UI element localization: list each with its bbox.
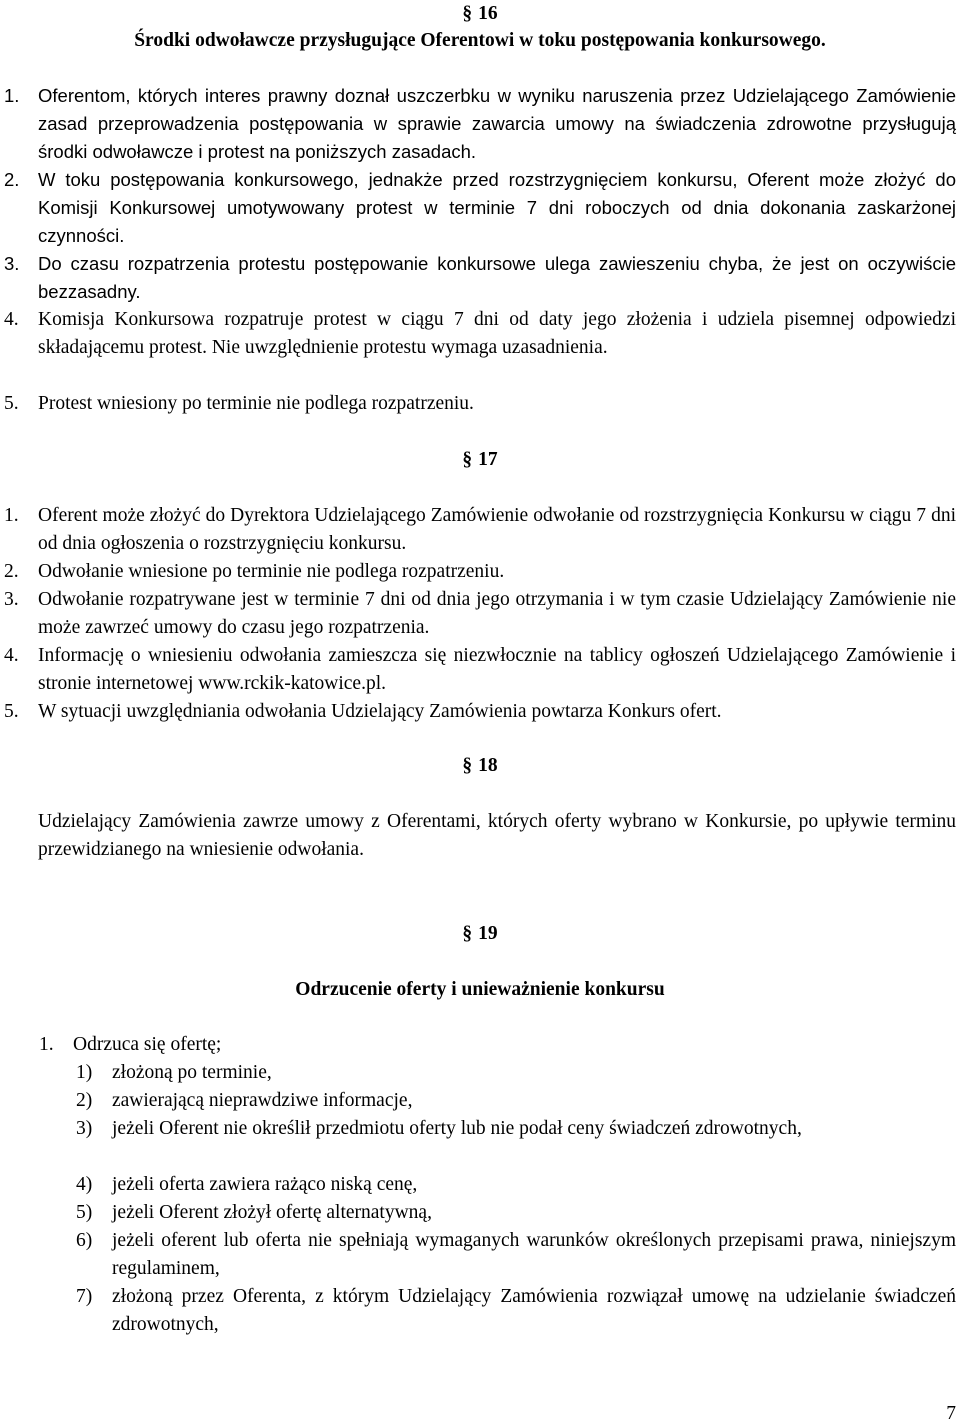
subitem-text: jeżeli Oferent złożył ofertę alternatywną, [112,1202,432,1223]
item-number: 1. [39,1034,54,1055]
subitem-text: złożoną po terminie, [112,1062,272,1083]
item-number: 3. [4,589,19,610]
section-heading-19 [0,920,960,948]
item-text: Oferent może złożyć do Dyrektora Udzielającego Zamówienie odwołanie od rozstrzygnięcia Konkursu w ciągu 7 dni od dnia ogłoszenia o rozstrzygnięciu konkursu. [38,505,956,554]
subitem-number: 7) [76,1286,93,1307]
item-number: 5. [4,701,19,722]
list-item [4,502,956,558]
item-number: 3. [4,253,20,274]
sub-list-item [76,1171,956,1199]
paragraph: Udzielający Zamówienia zawrze umowy z Oferentami, których oferty wybrano w Konkursie, po upływie terminu przewidzianego na wniesienie odwołania. [38,811,956,860]
item-number: 4. [4,309,19,330]
item-text: Oferentom, których interes prawny doznał uszczerbku w wyniku naruszenia przez Udzielającego Zamówienie zasad przeprowadzenia postępowania w sprawie zawarcia umowy na świadczenia zdrowotne przysługują środki odwoławcze i protest na poniższych zasadach. [38,85,956,162]
list-item [4,586,956,642]
sub-list-item [76,1227,956,1283]
item-text: Komisja Konkursowa rozpatruje protest w ciągu 7 dni od daty jego złożenia i udziela pisemnej odpowiedzi składającemu protest. Nie uwzględnienie protestu wymaga uzasadnienia. [38,309,956,358]
section-number: 18 [478,755,498,776]
item-number: 5. [4,393,19,414]
item-number: 2. [4,169,20,190]
section-symbol: § [462,449,473,470]
item-number: 2. [4,561,19,582]
section-heading-18 [0,752,960,780]
section-heading-16 [0,0,960,28]
item-text: Do czasu rozpatrzenia protestu postępowanie konkursowe ulega zawieszeniu chyba, że jest on oczywiście bezzasadny. [38,253,956,302]
section-symbol: § [462,755,473,776]
subitem-number: 5) [76,1202,93,1223]
list-item [4,166,956,250]
section-symbol: § [462,3,473,24]
item-number: 4. [4,645,19,666]
item-text: W sytuacji uwzględniania odwołania Udzielający Zamówienia powtarza Konkurs ofert. [38,701,722,722]
subitem-number: 1) [76,1062,93,1083]
item-text: Informację o wniesieniu odwołania zamieszcza się niezwłocznie na tablicy ogłoszeń Udzielającego Zamówienie i stronie internetowej www.rckik-katowice.pl. [38,645,956,694]
section-title-19: Odrzucenie oferty i unieważnienie konkursu [295,979,665,1000]
list-item [4,698,956,726]
item-number: 1. [4,505,19,526]
list-item [4,558,956,586]
subitem-number: 2) [76,1090,93,1111]
section-number: 17 [478,449,498,470]
subitem-text: jeżeli oferta zawiera rażąco niską cenę, [112,1174,418,1195]
section-number: 16 [478,3,498,24]
list-item [39,1031,956,1059]
section-number: 19 [478,923,498,944]
item-text: Odrzuca się ofertę; [73,1034,222,1055]
subitem-text: złożoną przez Oferenta, z którym Udzielający Zamówienia rozwiązał umowę na udzielanie świadczeń zdrowotnych, [112,1286,956,1335]
subitem-number: 3) [76,1118,93,1139]
page-number: 7 [946,1403,956,1424]
list-item [4,306,956,362]
list-item [4,82,956,166]
list-item [4,642,956,698]
list-item [4,390,956,418]
section-heading-17 [0,446,960,474]
list-item [4,250,956,306]
subitem-text: zawierającą nieprawdziwe informacje, [112,1090,413,1111]
item-text: Protest wniesiony po terminie nie podlega rozpatrzeniu. [38,393,474,414]
sub-list-item [76,1283,956,1339]
sub-list-item [76,1059,956,1087]
subitem-number: 6) [76,1230,93,1251]
sub-list-item [76,1115,956,1143]
section-symbol: § [462,923,473,944]
sub-list-item [76,1087,956,1115]
sub-list-item [76,1199,956,1227]
item-text: W toku postępowania konkursowego, jednakże przed rozstrzygnięciem konkursu, Oferent może złożyć do Komisji Konkursowej umotywowany protest w terminie 7 dni roboczych od dnia dokonania zaskarżonej czynności. [38,169,956,246]
item-text: Odwołanie wniesione po terminie nie podlega rozpatrzeniu. [38,561,505,582]
section-title-16: Środki odwoławcze przysługujące Oferentowi w toku postępowania konkursowego. [134,30,826,51]
item-text: Odwołanie rozpatrywane jest w terminie 7 dni od dnia jego otrzymania i w tym czasie Udzielający Zamówienie nie może zawrzeć umowy do czasu jego rozpatrzenia. [38,589,956,638]
subitem-text: jeżeli oferent lub oferta nie spełniają wymaganych warunków określonych przepisami prawa, niniejszym regulaminem, [112,1230,956,1279]
subitem-number: 4) [76,1174,93,1195]
subitem-text: jeżeli Oferent nie określił przedmiotu oferty lub nie podał ceny świadczeń zdrowotnych, [112,1118,802,1139]
item-number: 1. [4,85,20,106]
